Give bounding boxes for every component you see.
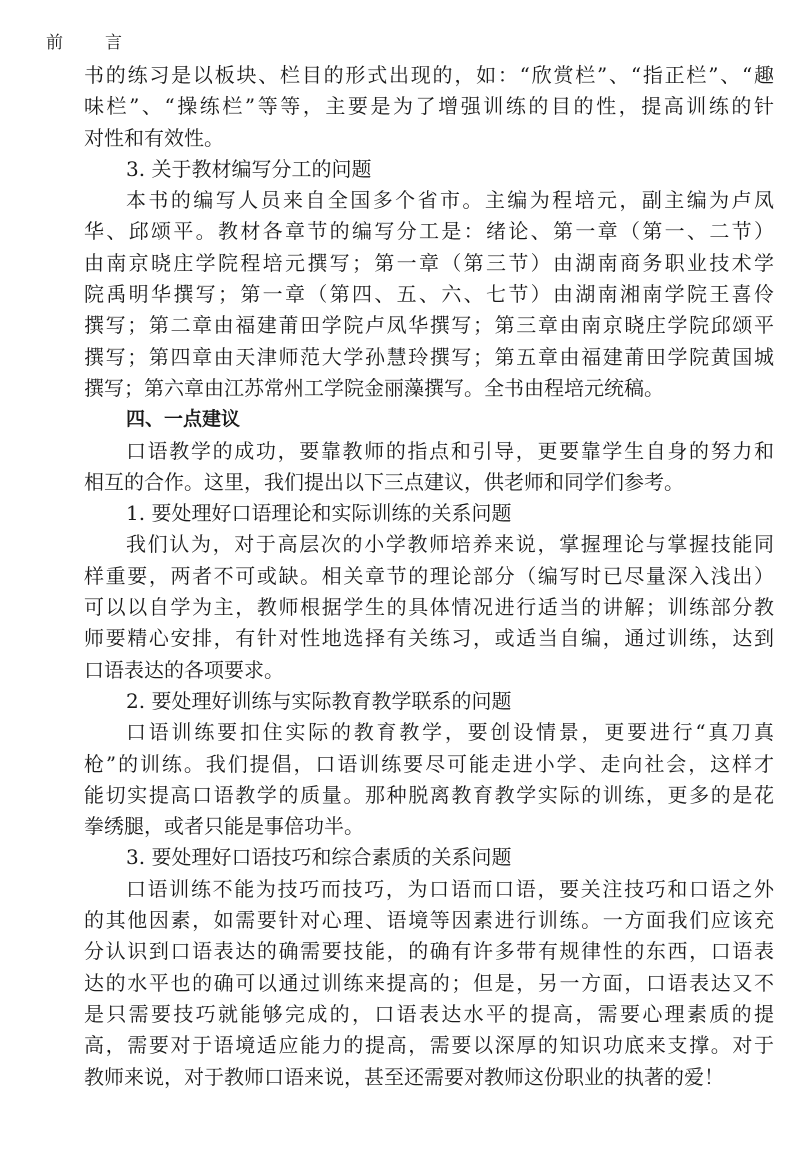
text-line: 高，需要对于语境适应能力的提高，需要以深厚的知识功底来支撑。对于 bbox=[84, 1033, 774, 1058]
text-line: 本书的编写人员来自全国多个省市。主编为程培元，副主编为卢凤 bbox=[126, 188, 774, 213]
text-line: 3. 要处理好口语技巧和综合素质的关系问题 bbox=[126, 845, 512, 870]
text-line: 可以以自学为主，教师根据学生的具体情况进行适当的讲解；训练部分教 bbox=[84, 595, 774, 620]
text-line: 样重要，两者不可或缺。相关章节的理论部分（编写时已尽量深入浅出） bbox=[84, 563, 774, 588]
text-line: 口语训练不能为技巧而技巧，为口语而口语，要关注技巧和口语之外 bbox=[126, 876, 774, 901]
text-line: 相互的合作。这里，我们提出以下三点建议，供老师和同学们参考。 bbox=[84, 469, 684, 494]
text-line: 师要精心安排，有针对性地选择有关练习，或适当自编，通过训练，达到 bbox=[84, 626, 774, 651]
text-line: 1. 要处理好口语理论和实际训练的关系问题 bbox=[126, 501, 512, 526]
text-line: 教师来说，对于教师口语来说，甚至还需要对教师这份职业的执著的爱！ bbox=[84, 1064, 724, 1089]
text-line: 味栏”、“操练栏”等等，主要是为了增强训练的目的性，提高训练的针 bbox=[84, 94, 774, 119]
text-line: 院禹明华撰写；第一章（第四、五、六、七节）由湖南湘南学院王喜伶 bbox=[84, 282, 774, 307]
text-line: 由南京晓庄学院程培元撰写；第一章（第三节）由湖南商务职业技术学 bbox=[84, 250, 774, 275]
text-line: 达的水平也的确可以通过训练来提高的；但是，另一方面，口语表达又不 bbox=[84, 970, 774, 995]
running-head-left: 前 bbox=[46, 33, 63, 53]
running-head bbox=[46, 28, 122, 53]
text-line: 口语训练要扣住实际的教育教学，要创设情景，更要进行“真刀真 bbox=[126, 720, 774, 745]
text-line: 撰写；第二章由福建莆田学院卢凤华撰写；第三章由南京晓庄学院邱颂平 bbox=[84, 313, 774, 338]
text-line: 的其他因素，如需要针对心理、语境等因素进行训练。一方面我们应该充 bbox=[84, 908, 774, 933]
text-line: 能切实提高口语教学的质量。那种脱离教育教学实际的训练，更多的是花 bbox=[84, 782, 774, 807]
running-head-right: 言 bbox=[105, 33, 122, 53]
text-line: 拳绣腿，或者只能是事倍功半。 bbox=[84, 814, 364, 839]
section-heading: 四、一点建议 bbox=[126, 408, 241, 431]
text-line: 口语表达的各项要求。 bbox=[84, 657, 284, 682]
text-line: 2. 要处理好训练与实际教育教学联系的问题 bbox=[126, 688, 512, 713]
text-line: 分认识到口语表达的确需要技能，的确有许多带有规律性的东西，口语表 bbox=[84, 939, 774, 964]
text-line: 口语教学的成功，要靠教师的指点和引导，更要靠学生自身的努力和 bbox=[126, 438, 774, 463]
text-line: 对性和有效性。 bbox=[84, 125, 224, 150]
text-line: 我们认为，对于高层次的小学教师培养来说，掌握理论与掌握技能同 bbox=[126, 532, 774, 557]
page-body bbox=[84, 60, 774, 1093]
text-line: 3. 关于教材编写分工的问题 bbox=[126, 156, 372, 181]
text-line: 撰写；第四章由天津师范大学孙慧玲撰写；第五章由福建莆田学院黄国城 bbox=[84, 344, 774, 369]
text-line: 枪”的训练。我们提倡，口语训练要尽可能走进小学、走向社会，这样才 bbox=[84, 751, 774, 776]
text-line: 华、邱颂平。教材各章节的编写分工是：绪论、第一章（第一、二节） bbox=[84, 219, 774, 244]
text-line: 撰写；第六章由江苏常州工学院金丽藻撰写。全书由程培元统稿。 bbox=[84, 375, 664, 400]
text-line: 是只需要技巧就能够完成的，口语表达水平的提高，需要心理素质的提 bbox=[84, 1001, 774, 1026]
text-line: 书的练习是以板块、栏目的形式出现的，如：“欣赏栏”、“指正栏”、“趣 bbox=[84, 63, 774, 87]
